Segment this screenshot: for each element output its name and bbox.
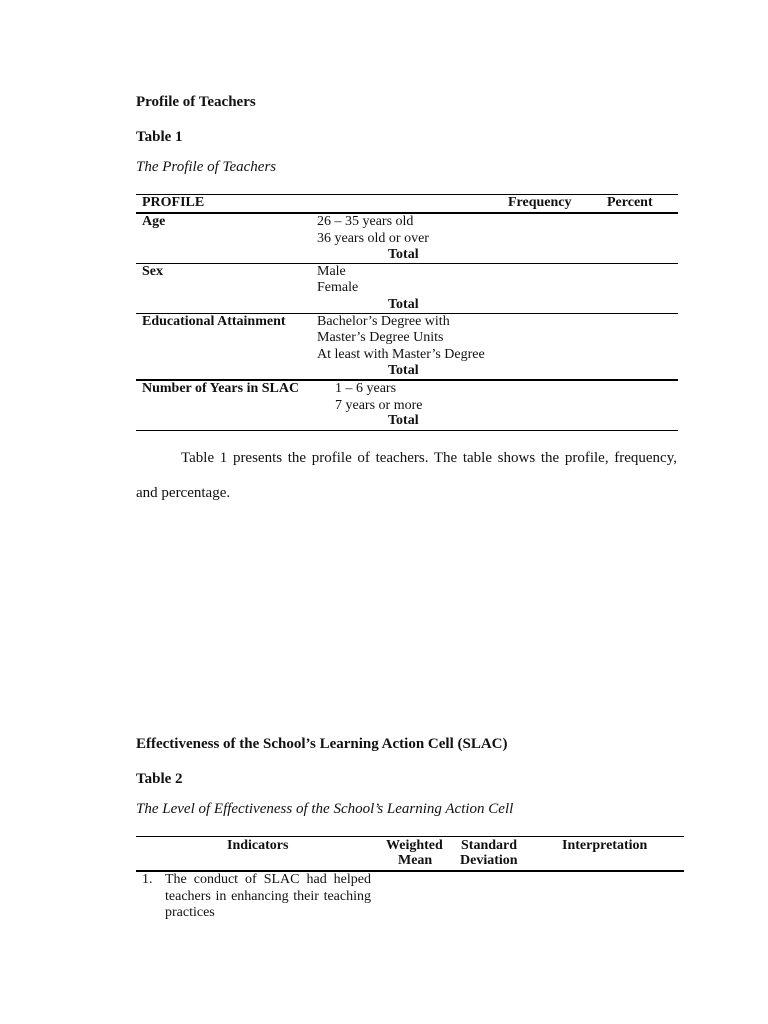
indicator-text: The conduct of SLAC had helped bbox=[165, 872, 371, 887]
header-percent: Percent bbox=[607, 195, 653, 210]
section-heading: Profile of Teachers bbox=[136, 94, 256, 110]
table-label: Table 1 bbox=[136, 129, 183, 145]
row-number: 1. bbox=[142, 872, 153, 887]
table-row: Male bbox=[317, 264, 346, 279]
table-row: Female bbox=[317, 280, 359, 295]
header-interpretation: Interpretation bbox=[562, 838, 648, 853]
table-row: Bachelor’s Degree with bbox=[317, 314, 450, 329]
table-rule bbox=[136, 430, 678, 431]
total-label: Total bbox=[388, 247, 419, 262]
indicator-text: practices bbox=[165, 905, 215, 920]
section-heading: Effectiveness of the School’s Learning Action Cell (SLAC) bbox=[136, 736, 508, 752]
table-row: 36 years old or over bbox=[317, 231, 429, 246]
header-profile: PROFILE bbox=[142, 195, 205, 210]
group-label-education: Educational Attainment bbox=[142, 314, 286, 329]
table-rule bbox=[136, 263, 678, 264]
header-standard-deviation: Deviation bbox=[460, 853, 518, 868]
table-caption: The Level of Effectiveness of the School’s Learning Action Cell bbox=[136, 801, 514, 817]
paragraph-line: Table 1 presents the profile of teachers. The table shows the profile, frequency, bbox=[181, 450, 677, 466]
header-frequency: Frequency bbox=[508, 195, 572, 210]
header-standard-deviation: Standard bbox=[461, 838, 518, 853]
table-row: Master’s Degree Units bbox=[317, 330, 444, 345]
table-caption: The Profile of Teachers bbox=[136, 159, 277, 175]
paragraph-line: and percentage. bbox=[136, 485, 231, 501]
group-label-sex: Sex bbox=[142, 264, 163, 279]
header-weighted-mean: Weighted bbox=[386, 838, 443, 853]
total-label: Total bbox=[388, 413, 419, 428]
table-row: 7 years or more bbox=[335, 398, 423, 413]
header-weighted-mean: Mean bbox=[398, 853, 433, 868]
group-label-age: Age bbox=[142, 214, 166, 229]
table-row: 26 – 35 years old bbox=[317, 214, 414, 229]
header-indicators: Indicators bbox=[227, 838, 289, 853]
table-row: At least with Master’s Degree bbox=[317, 347, 485, 362]
table-label: Table 2 bbox=[136, 771, 183, 787]
table-row: 1 – 6 years bbox=[335, 381, 397, 396]
total-label: Total bbox=[388, 297, 419, 312]
group-label-years: Number of Years in SLAC bbox=[142, 381, 300, 396]
table-rule bbox=[136, 836, 684, 837]
total-label: Total bbox=[388, 363, 419, 378]
indicator-text: teachers in enhancing their teaching bbox=[165, 889, 371, 904]
table-rule bbox=[136, 194, 678, 195]
